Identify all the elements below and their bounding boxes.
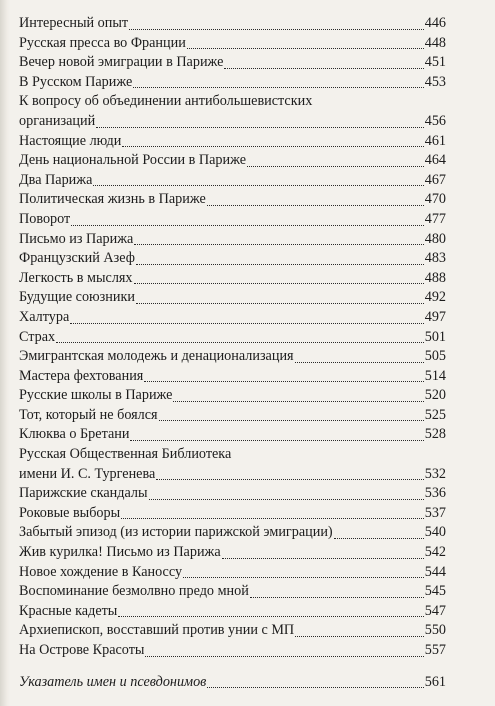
- toc-entry[interactable]: [19, 132, 446, 152]
- dot-leader: [129, 29, 424, 30]
- dot-leader: [130, 440, 423, 441]
- toc-entry[interactable]: [19, 582, 446, 602]
- toc-entry[interactable]: [19, 465, 446, 485]
- dot-leader: [56, 342, 424, 343]
- toc-entry[interactable]: [19, 367, 446, 387]
- toc-entry-title: Указатель имен и псевдонимов: [19, 673, 207, 690]
- toc-entry-page: 451: [424, 54, 446, 71]
- toc-entry[interactable]: [19, 328, 446, 348]
- toc-entry-page: 547: [424, 602, 446, 619]
- toc-entry-page: 456: [424, 112, 446, 129]
- toc-entry[interactable]: [19, 210, 446, 230]
- toc-entry[interactable]: [19, 171, 446, 191]
- toc-entry-title: На Острове Красоты: [19, 642, 145, 658]
- toc-entry-title: Жив курилка! Письмо из Парижа: [19, 544, 221, 561]
- dot-leader: [295, 636, 424, 637]
- toc-entry[interactable]: [19, 543, 446, 563]
- toc-entry-title: Забытый эпизод (из истории парижской эмиграции): [19, 524, 333, 541]
- toc-entry-title: Парижские скандалы: [19, 485, 148, 502]
- toc-entry[interactable]: [19, 190, 446, 210]
- toc-entry-page: 446: [424, 15, 446, 31]
- toc-entry-title: Русская пресса во Франции: [19, 34, 186, 51]
- dot-leader: [134, 283, 424, 284]
- toc-entry-page: 501: [424, 328, 446, 345]
- toc-entry[interactable]: [19, 563, 446, 583]
- toc-entry-title: Роковые выборы: [19, 504, 121, 521]
- toc-entry-first-line: Русская Общественная Библиотека: [19, 446, 232, 463]
- toc-entry-title: Вечер новой эмиграции в Париже: [19, 54, 224, 71]
- toc-entry-title: Архиепископ, восставший против унии с МП: [19, 622, 295, 639]
- dot-leader: [207, 687, 423, 688]
- toc-entry-page: 497: [424, 308, 446, 325]
- toc-entry-title: Интересный опыт: [19, 15, 129, 31]
- toc-entry-page: 464: [424, 152, 446, 169]
- toc-entry[interactable]: [19, 53, 446, 73]
- dot-leader: [122, 146, 423, 147]
- dot-leader: [144, 381, 423, 382]
- dot-leader: [145, 656, 423, 657]
- toc-entry-title: Французский Азеф: [19, 250, 135, 267]
- toc-entry-page: 488: [424, 269, 446, 286]
- dot-leader: [121, 518, 424, 519]
- toc-entry-page: 542: [424, 544, 446, 561]
- dot-leader: [118, 616, 423, 617]
- toc-entry[interactable]: [19, 288, 446, 308]
- toc-entry[interactable]: [19, 112, 446, 132]
- dot-leader: [134, 244, 423, 245]
- toc-entry-title: Мастера фехтования: [19, 367, 144, 384]
- toc-entry[interactable]: [19, 621, 446, 641]
- toc-entry-title: Легкость в мыслях: [19, 269, 133, 286]
- toc-entry-page: 520: [424, 387, 446, 404]
- toc-entry-title: Эмигрантская молодежь и денационализация: [19, 348, 294, 365]
- toc-entry-page: 480: [424, 230, 446, 247]
- toc-entry[interactable]: [19, 308, 446, 328]
- table-of-contents: [19, 14, 446, 692]
- toc-entry-page: 536: [424, 485, 446, 502]
- dot-leader: [183, 577, 424, 578]
- toc-entry[interactable]: [19, 602, 446, 622]
- toc-entry-title: Русские школы в Париже: [19, 387, 173, 404]
- toc-entry-page: 514: [424, 367, 446, 384]
- toc-entry-title: Халтура: [19, 308, 70, 325]
- dot-leader: [173, 401, 423, 402]
- toc-entry-title: В Русском Париже: [19, 73, 133, 90]
- toc-entry-page: 537: [424, 504, 446, 521]
- toc-entry-page: 544: [424, 563, 446, 580]
- dot-leader: [133, 87, 423, 88]
- toc-entry[interactable]: [19, 249, 446, 269]
- dot-leader: [159, 420, 424, 421]
- toc-entry[interactable]: [19, 386, 446, 406]
- dot-leader: [71, 225, 423, 226]
- toc-entry-title: Политическая жизнь в Париже: [19, 191, 206, 208]
- toc-entry-page: 453: [424, 73, 446, 90]
- dot-leader: [250, 597, 424, 598]
- toc-entry-title: Два Парижа: [19, 171, 93, 188]
- dot-leader: [149, 499, 424, 500]
- dot-leader: [224, 68, 423, 69]
- toc-entry-page: 557: [424, 642, 446, 658]
- toc-entry-page: 528: [424, 426, 446, 443]
- toc-entry-title: имени И. С. Тургенева: [19, 465, 156, 482]
- dot-leader: [187, 48, 424, 49]
- toc-entry-title: Красные кадеты: [19, 602, 118, 619]
- toc-entry-page: 467: [424, 171, 446, 188]
- dot-leader: [70, 323, 423, 324]
- toc-entry-page: 483: [424, 250, 446, 267]
- toc-entry[interactable]: [19, 34, 446, 54]
- toc-entry[interactable]: [19, 347, 446, 367]
- dot-leader: [334, 538, 424, 539]
- toc-entry-page: 525: [424, 406, 446, 423]
- toc-entry-page: 540: [424, 524, 446, 541]
- toc-entry-page: 545: [424, 583, 446, 600]
- toc-entry-title: Клюква о Бретани: [19, 426, 130, 443]
- toc-entry[interactable]: [19, 484, 446, 504]
- toc-entry[interactable]: [19, 523, 446, 543]
- toc-entry[interactable]: [19, 14, 446, 34]
- toc-entry-page: 477: [424, 210, 446, 227]
- toc-entry[interactable]: [19, 230, 446, 250]
- toc-entry-title: Новое хождение в Каноссу: [19, 563, 183, 580]
- dot-leader: [96, 127, 424, 128]
- toc-entry-page: 550: [424, 622, 446, 639]
- toc-entry-first-line: К вопросу об объединении антибольшевистских: [19, 93, 313, 110]
- toc-entry-title: Тот, который не боялся: [19, 406, 158, 423]
- toc-entry-page: 492: [424, 289, 446, 306]
- dot-leader: [222, 558, 424, 559]
- toc-entry-title: Поворот: [19, 210, 71, 227]
- dot-leader: [93, 185, 423, 186]
- toc-entry[interactable]: [19, 406, 446, 426]
- toc-entry-title: День национальной России в Париже: [19, 152, 247, 169]
- dot-leader: [295, 362, 424, 363]
- toc-entry-title: Настоящие люди: [19, 132, 122, 149]
- dot-leader: [207, 205, 424, 206]
- toc-entry-page: 461: [424, 132, 446, 149]
- dot-leader: [247, 166, 424, 167]
- toc-entry[interactable]: [19, 641, 446, 661]
- toc-entry[interactable]: [19, 504, 446, 524]
- toc-entry-page: 561: [424, 673, 446, 690]
- toc-entry-title: Воспоминание безмолвно предо мной: [19, 583, 249, 600]
- dot-leader: [136, 303, 424, 304]
- toc-entry-title: Будущие союзники: [19, 289, 135, 306]
- dot-leader: [156, 479, 423, 480]
- toc-entry[interactable]: [19, 151, 446, 171]
- toc-entry[interactable]: [19, 269, 446, 289]
- toc-entry[interactable]: [19, 425, 446, 445]
- toc-entry-title: Страх: [19, 328, 56, 345]
- toc-entry-page: 448: [424, 34, 446, 51]
- toc-entry-title: Письмо из Парижа: [19, 230, 134, 247]
- toc-entry[interactable]: [19, 73, 446, 93]
- toc-entry-page: 470: [424, 191, 446, 208]
- toc-entry-index[interactable]: [19, 673, 446, 693]
- page-edge-shadow: [0, 0, 10, 706]
- dot-leader: [136, 264, 424, 265]
- toc-entry-page: 532: [424, 465, 446, 482]
- toc-entry-page: 505: [424, 348, 446, 365]
- toc-entry-title: организаций: [19, 112, 96, 129]
